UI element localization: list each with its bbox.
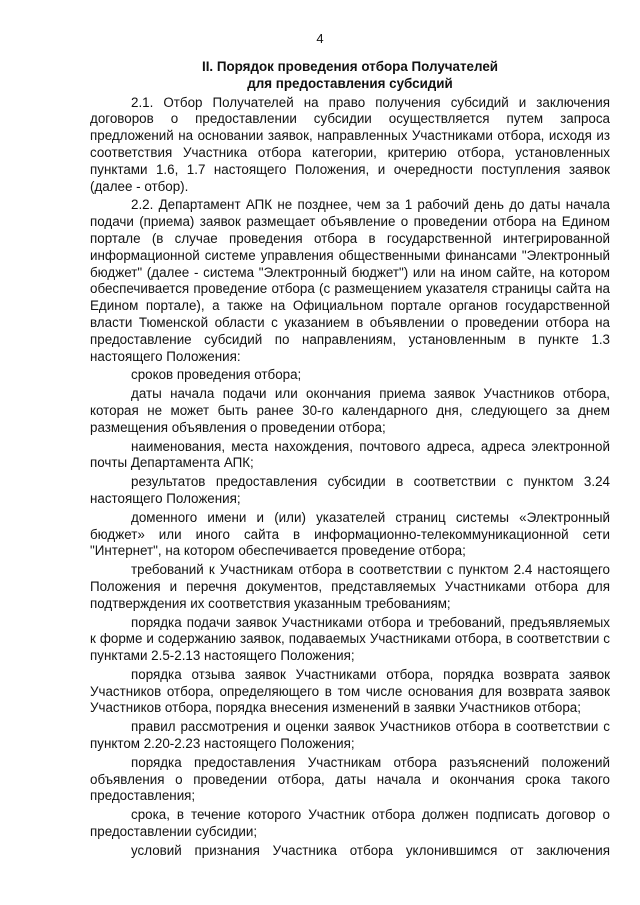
list-item-evasion-conditions: условий признания Участника отбора уклонившимся от заключения	[131, 842, 610, 858]
list-item-results: результатов предоставления субсидии в соответствии с пунктом 3.24 настоящего Положения;	[90, 474, 610, 506]
list-item-evaluation-rules: правил рассмотрения и оценки заявок Участников отбора в соответствии с пунктом 2.20-2.23 настоящего Положения;	[90, 719, 610, 752]
list-item-domain-name: доменного имени и (или) указателей страниц системы «Электронный бюджет» или иного сайта в информационно-телекоммуникационной сети "Интернет", на котором обеспечивается проведение отбора;	[90, 509, 610, 559]
list-item-application-procedure: порядка подачи заявок Участниками отбора и требований, предъявляемых к форме и содержанию заявок, подаваемых Участниками отбора, в соответствии с пунктами 2.5-2.13 настоящего Положения;	[90, 614, 610, 664]
list-item-department-contacts: наименования, места нахождения, почтового адреса, адреса электронной почты Департамента АПК;	[90, 438, 610, 471]
list-item-contract-term: срока, в течение которого Участник отбора должен подписать договор о предоставлении субсидии;	[90, 807, 610, 840]
list-item-submission-dates: даты начала подачи или окончания приема заявок Участников отбора, которая не может быть ранее 30-го календарного дня, следующего за днем размещения объявления о проведении отбора;	[90, 386, 610, 435]
list-item-clarifications: порядка предоставления Участникам отбора разъяснений положений объявления о проведении отбора, даты начала и окончания срока такого предоставления;	[90, 754, 610, 804]
document-body	[90, 59, 610, 862]
section-heading	[90, 59, 610, 93]
section-heading-line-1: II. Порядок проведения отбора Получателей	[201, 59, 499, 74]
paragraph-2-2: 2.2. Департамент АПК не позднее, чем за 1 рабочий день до даты начала подачи (приема) заявок размещает объявление о проведении отбора на Едином портале (в случае проведения отбора в государственной интегрированной информационной системе управления общественными финансами "Электронный бюджет" (далее - система "Электронный бюджет") или на ином сайте, на котором обеспечивается проведение отбора (с размещением указателя страницы сайта на Едином портале), а также на Официальном портале органов государственной власти Тюменской области с указанием в объявлении о проведении отбора на предоставление субсидий по направлениям, установленным в пункте 1.3 настоящего Положения:	[90, 197, 610, 364]
list-item-participant-requirements: требований к Участникам отбора в соответствии с пунктом 2.4 настоящего Положения и перечня документов, представляемых Участниками отбора для подтверждения их соответствия указанным требованиям;	[90, 562, 610, 611]
list-item-withdrawal-procedure: порядка отзыва заявок Участниками отбора, порядка возврата заявок Участников отбора, определяющего в том числе основания для возврата заявок Участников отбора, порядка внесения изменений в заявки Участников отбора;	[90, 666, 610, 716]
list-item-deadlines: сроков проведения отбора;	[131, 367, 302, 383]
section-heading-line-2: для предоставления субсидий	[247, 75, 453, 91]
paragraph-2-1: 2.1. Отбор Получателей на право получения субсидий и заключения договоров о предоставлении субсидии осуществляется путем запроса предложений на основании заявок, направленных Участниками отбора, исходя из соответствия Участника отбора категории, критерию отбора, установленных пунктами 1.6, 1.7 настоящего Положения, и очередности поступления заявок (далее - отбор).	[90, 94, 610, 194]
page-number: 4	[316, 31, 324, 46]
